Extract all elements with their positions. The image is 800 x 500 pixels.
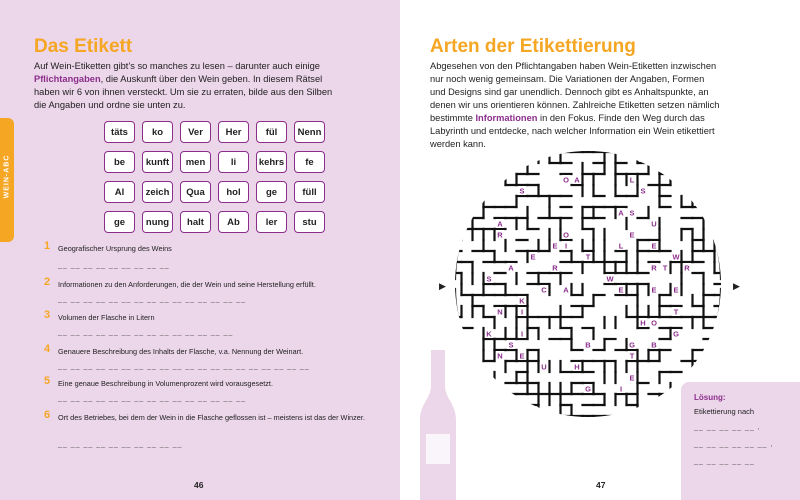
- intro-line: die Angaben und ordne sie unten zu.: [34, 100, 186, 110]
- question-text: Informationen zu den Anforderungen, die der Wein und seine Herstellung erfüllt.: [58, 280, 316, 289]
- maze-letter: A: [563, 285, 569, 295]
- question-number: 2: [44, 276, 51, 288]
- syllable-cell: stu: [294, 211, 325, 233]
- question-text: Volumen der Flasche in Litern: [58, 313, 155, 322]
- maze-letter: A: [508, 263, 514, 273]
- solution-heading: Lösung:: [694, 393, 726, 402]
- maze-exit-arrow: ▶: [733, 281, 740, 291]
- syllable-cell: men: [180, 151, 211, 173]
- syllable-cell: ge: [104, 211, 135, 233]
- answer-blank[interactable]: __ __ __ __ __ __ __ __ __ __ __ __ __ __ __: [58, 395, 247, 402]
- maze-letter: E: [530, 252, 536, 262]
- maze-letter: U: [651, 219, 657, 229]
- maze-letter: I: [520, 307, 524, 317]
- maze-letter: I: [564, 241, 568, 251]
- question-text: Ort des Betriebes, bei dem der Wein in die Flasche geflossen ist – meistens ist das der Winzer.: [58, 413, 365, 422]
- maze-letter: A: [574, 175, 580, 185]
- maze-letter: I: [520, 329, 524, 339]
- labyrinth-walls: [451, 148, 726, 420]
- intro-line: denen wir uns orientieren können. Zahlreiche Etiketten setzen nämlich: [430, 100, 720, 110]
- solution-text: Etikettierung nach: [694, 407, 755, 416]
- question-6: [44, 409, 374, 436]
- syllable-cell: hol: [218, 181, 249, 203]
- question-1: [44, 240, 374, 255]
- question-number: 5: [44, 375, 51, 387]
- intro-bold: Informationen: [475, 113, 538, 123]
- syllable-cell: Ver: [180, 121, 211, 143]
- intro-line: Auf Wein-Etiketten gibt’s so manches zu lesen – darunter auch einige: [34, 61, 320, 71]
- syllable-cell: ko: [142, 121, 173, 143]
- solution-blank[interactable]: __ __ __ __ __ __ ,: [694, 441, 774, 448]
- syllable-cell: kehrs: [256, 151, 287, 173]
- syllable-cell: Qua: [180, 181, 211, 203]
- maze-letter: T: [585, 252, 591, 262]
- maze-letter: L: [629, 175, 635, 185]
- syllable-cell: Her: [218, 121, 249, 143]
- maze-letter: A: [497, 219, 503, 229]
- intro-line: Labyrinth und entdecke, nach welcher Information ein Wein etikettiert: [430, 126, 715, 136]
- solution-box: [681, 382, 800, 500]
- question-text: Geografischer Ursprung des Weins: [58, 244, 172, 253]
- intro-line: Abgesehen von den Pflichtangaben haben Wein-Etiketten inzwischen: [430, 61, 717, 71]
- question-number: 6: [44, 409, 51, 421]
- answer-blank[interactable]: __ __ __ __ __ __ __ __ __ __ __ __ __ __ __ __ __ __ __ __: [58, 363, 310, 370]
- syllable-cell: füll: [294, 181, 325, 203]
- intro-line: bestimmte: [430, 113, 476, 123]
- right-title: Arten der Etikettierung: [430, 36, 636, 57]
- intro-line: werden kann.: [430, 139, 486, 149]
- maze-letter: W: [606, 274, 614, 284]
- syllable-cell: kunft: [142, 151, 173, 173]
- maze-letter: N: [497, 351, 503, 361]
- maze-letter: T: [673, 307, 679, 317]
- maze-letter: K: [519, 296, 525, 306]
- section-tab: [0, 118, 14, 242]
- answer-blank[interactable]: __ __ __ __ __ __ __ __ __ __: [58, 441, 183, 448]
- syllable-cell: nung: [142, 211, 173, 233]
- maze-letter: E: [629, 230, 635, 240]
- answer-blank[interactable]: __ __ __ __ __ __ __ __ __: [58, 262, 170, 269]
- maze-letter: E: [519, 351, 525, 361]
- page-number: 46: [194, 480, 204, 490]
- maze-letter: E: [673, 285, 679, 295]
- maze-letter: E: [651, 285, 657, 295]
- question-text: Eine genaue Beschreibung in Volumenprozent wird vorausgesetzt.: [58, 379, 273, 388]
- maze-letter: L: [618, 241, 624, 251]
- question-number: 4: [44, 343, 51, 355]
- syllable-cell: täts: [104, 121, 135, 143]
- maze-letter: B: [585, 340, 591, 350]
- syllable-cell: be: [104, 151, 135, 173]
- maze-letter: I: [619, 384, 623, 394]
- syllable-cell: Al: [104, 181, 135, 203]
- maze-letter: O: [563, 175, 569, 185]
- intro-line: haben wir 6 von ihnen versteckt. Um sie zu erraten, bilde aus den Silben: [34, 87, 333, 97]
- question-number: 3: [44, 309, 51, 321]
- maze-letter: E: [618, 285, 624, 295]
- maze-letter: S: [486, 274, 492, 284]
- maze-letter: O: [563, 230, 569, 240]
- maze-letter: E: [651, 241, 657, 251]
- maze-letter: N: [497, 307, 503, 317]
- maze-entry-arrow: ▶: [439, 281, 446, 291]
- maze-letter: S: [519, 186, 525, 196]
- solution-blank[interactable]: __ __ __ __ __ ,: [694, 424, 761, 431]
- syllable-grid: [104, 121, 325, 233]
- syllable-cell: zeich: [142, 181, 173, 203]
- maze-letter: O: [651, 318, 657, 328]
- syllable-cell: halt: [180, 211, 211, 233]
- maze-letter: S: [508, 340, 514, 350]
- syllable-cell: Nenn: [294, 121, 325, 143]
- maze-letter: E: [629, 373, 635, 383]
- question-number: 1: [44, 240, 51, 252]
- maze-letter: S: [629, 208, 635, 218]
- maze-letter: S: [640, 186, 646, 196]
- syllable-cell: fe: [294, 151, 325, 173]
- maze-letter: H: [640, 318, 646, 328]
- intro-line: nur noch wenig gemeinsam. Die Variationen der Angaben, Formen: [430, 74, 705, 84]
- question-4: [44, 343, 374, 358]
- maze-letter: B: [651, 340, 657, 350]
- left-intro: [34, 60, 379, 112]
- left-title: Das Etikett: [34, 36, 133, 57]
- solution-blank[interactable]: __ __ __ __ __: [694, 458, 755, 465]
- question-3: [44, 309, 374, 324]
- answer-blank[interactable]: __ __ __ __ __ __ __ __ __ __ __ __ __ __: [58, 329, 234, 336]
- maze-letter: T: [662, 263, 668, 273]
- maze-letter: R: [684, 263, 690, 273]
- intro-line: und Designs sind gar unendlich. Dennoch gibt es Anhaltspunkte, an: [430, 87, 709, 97]
- syllable-cell: ge: [256, 181, 287, 203]
- maze-letter: A: [618, 208, 624, 218]
- maze-letter: R: [552, 263, 558, 273]
- maze-letter: K: [486, 329, 492, 339]
- syllable-cell: li: [218, 151, 249, 173]
- question-5: [44, 375, 374, 390]
- maze-letter: W: [672, 252, 680, 262]
- question-2: [44, 276, 374, 291]
- maze-letter: R: [651, 263, 657, 273]
- maze-letter: E: [552, 241, 558, 251]
- page-number: 47: [596, 480, 606, 490]
- section-tab-label: WEIN-ABC: [3, 154, 11, 199]
- maze-letter: G: [673, 329, 679, 339]
- syllable-cell: Ab: [218, 211, 249, 233]
- right-intro: [430, 60, 775, 151]
- maze-letter: U: [541, 362, 547, 372]
- maze-letter: C: [541, 285, 547, 295]
- maze-letter: T: [629, 351, 635, 361]
- syllable-cell: ler: [256, 211, 287, 233]
- syllable-cell: fül: [256, 121, 287, 143]
- maze-letter: R: [497, 230, 503, 240]
- answer-blank[interactable]: __ __ __ __ __ __ __ __ __ __ __ __ __ __ __: [58, 296, 247, 303]
- maze-letter: G: [629, 340, 635, 350]
- maze-letter: H: [574, 362, 580, 372]
- question-text: Genauere Beschreibung des Inhalts der Flasche, v.a. Nennung der Weinart.: [58, 347, 304, 356]
- labyrinth: [447, 148, 729, 420]
- intro-line: , die Auskunft über den Wein geben. In diesem Rätsel: [100, 74, 323, 84]
- intro-line: in den Fokus. Finde den Weg durch das: [537, 113, 705, 123]
- maze-letter: G: [585, 384, 591, 394]
- intro-bold: Pflichtangaben: [34, 74, 101, 84]
